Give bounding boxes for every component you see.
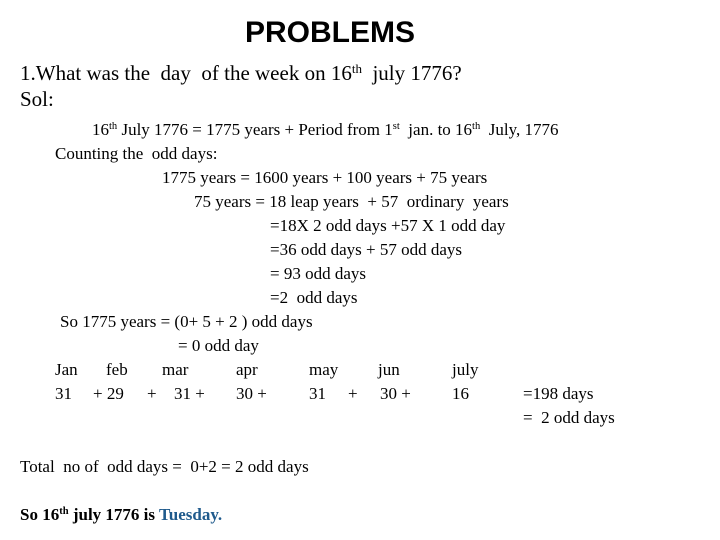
solution-line: = 0 odd day bbox=[178, 336, 259, 355]
month-name: Jan bbox=[55, 360, 78, 379]
month-name: may bbox=[309, 360, 339, 379]
conclusion-line: So 16th july 1776 is Tuesday. bbox=[20, 505, 223, 524]
page-title: PROBLEMS bbox=[244, 16, 415, 49]
days-total: =198 days bbox=[523, 384, 594, 403]
month-value: 31 + bbox=[174, 384, 205, 403]
answer-text: Tuesday. bbox=[158, 505, 223, 524]
month-name: apr bbox=[236, 360, 258, 379]
solution-line: =2 odd days bbox=[270, 288, 358, 307]
solution-line: =18X 2 odd days +57 X 1 odd day bbox=[270, 216, 506, 235]
solution-line: = 93 odd days bbox=[270, 264, 366, 283]
month-value: + 29 bbox=[93, 384, 124, 403]
solution-label: Sol: bbox=[20, 87, 54, 111]
month-name: jun bbox=[378, 360, 400, 379]
solution-line: 75 years = 18 leap years + 57 ordinary years bbox=[194, 192, 509, 211]
counting-heading: Counting the odd days: bbox=[55, 144, 218, 163]
month-name: feb bbox=[106, 360, 128, 379]
month-value: 30 + bbox=[236, 384, 267, 403]
month-value: 31 bbox=[55, 384, 72, 403]
question-text: 1.What was the day of the week on 16th july 1776? bbox=[20, 60, 462, 85]
solution-line: So 1775 years = (0+ 5 + 2 ) odd days bbox=[60, 312, 313, 331]
month-name: mar bbox=[162, 360, 189, 379]
month-name: july bbox=[452, 360, 479, 379]
solution-line: 1775 years = 1600 years + 100 years + 75 years bbox=[162, 168, 488, 187]
month-value: 31 bbox=[309, 384, 326, 403]
odd-days-total: = 2 odd days bbox=[523, 408, 615, 427]
solution-line-period: 16th July 1776 = 1775 years + Period from 1st jan. to 16th July, 1776 bbox=[92, 120, 559, 139]
month-value: + bbox=[147, 384, 157, 403]
month-value: 30 + bbox=[380, 384, 411, 403]
month-value: 16 bbox=[452, 384, 469, 403]
month-value: + bbox=[348, 384, 358, 403]
solution-line: =36 odd days + 57 odd days bbox=[270, 240, 462, 259]
total-odd-days-line: Total no of odd days = 0+2 = 2 odd days bbox=[20, 457, 309, 476]
